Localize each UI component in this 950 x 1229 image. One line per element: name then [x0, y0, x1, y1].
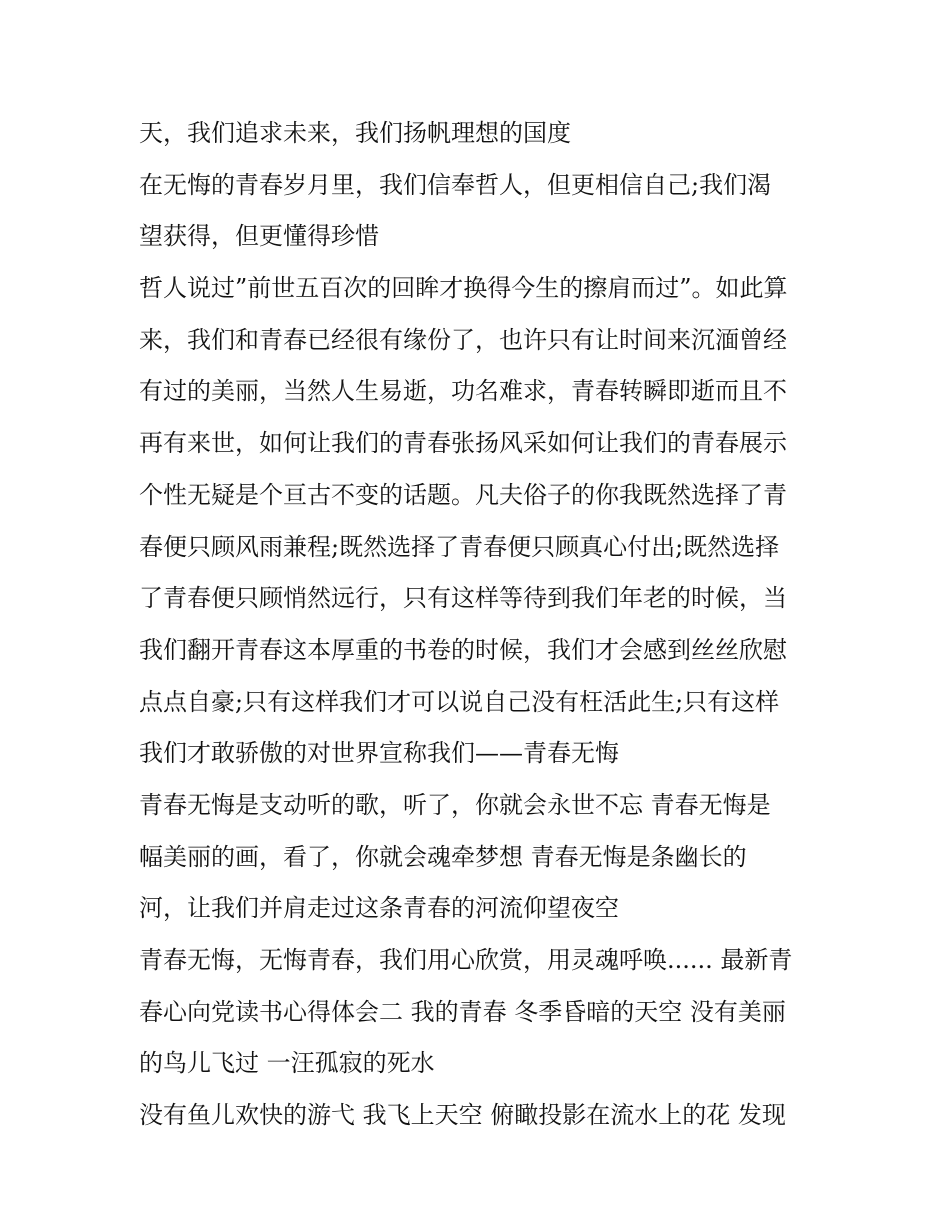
text-line: 我们才敢骄傲的对世界宣称我们——青春无悔 [139, 739, 619, 768]
text-line: 哲人说过”前世五百次的回眸才换得今生的擦肩而过”。如此算 [139, 274, 788, 303]
text-line: 青春无悔是支动听的歌，听了，你就会永世不忘 青春无悔是 [139, 790, 771, 819]
text-line: 的鸟儿飞过 一汪孤寂的死水 [139, 1049, 435, 1078]
text-line: 青春无悔，无悔青春，我们用心欣赏，用灵魂呼唤...... 最新青 [139, 946, 793, 974]
text-line: 河，让我们并肩走过这条青春的河流仰望夜空 [139, 894, 619, 923]
text-line: 有过的美丽，当然人生易逝，功名难求，青春转瞬即逝而且不 [139, 377, 787, 406]
text-line: 在无悔的青春岁月里，我们信奉哲人，但更相信自己;我们渴 [139, 170, 772, 199]
text-line: 天，我们追求未来，我们扬帆理想的国度 [139, 119, 571, 147]
text-line: 我们翻开青春这本厚重的书卷的时候，我们才会感到丝丝欣慰 [139, 635, 787, 664]
text-line: 春心向党读书心得体会二 我的青春 冬季昏暗的天空 没有美丽 [139, 997, 786, 1026]
text-line: 来，我们和青春已经很有缘份了，也许只有让时间来沉湎曾经 [139, 325, 787, 354]
text-line: 春便只顾风雨兼程;既然选择了青春便只顾真心付出;既然选择 [139, 532, 780, 561]
text-line: 再有来世，如何让我们的青春张扬风采如何让我们的青春展示 [139, 429, 787, 458]
text-line: 个性无疑是个亘古不变的话题。凡夫俗子的你我既然选择了青 [139, 480, 787, 509]
text-line: 了青春便只顾悄然远行，只有这样等待到我们年老的时候，当 [139, 584, 787, 613]
body-text [139, 108, 819, 1142]
text-line: 幅美丽的画，看了，你就会魂牵梦想 青春无悔是条幽长的 [139, 842, 747, 871]
text-line: 没有鱼儿欢快的游弋 我飞上天空 俯瞰投影在流水上的花 发现 [139, 1101, 786, 1130]
text-line: 点点自豪;只有这样我们才可以说自己没有枉活此生;只有这样 [139, 687, 780, 716]
text-line: 望获得，但更懂得珍惜 [139, 222, 379, 251]
